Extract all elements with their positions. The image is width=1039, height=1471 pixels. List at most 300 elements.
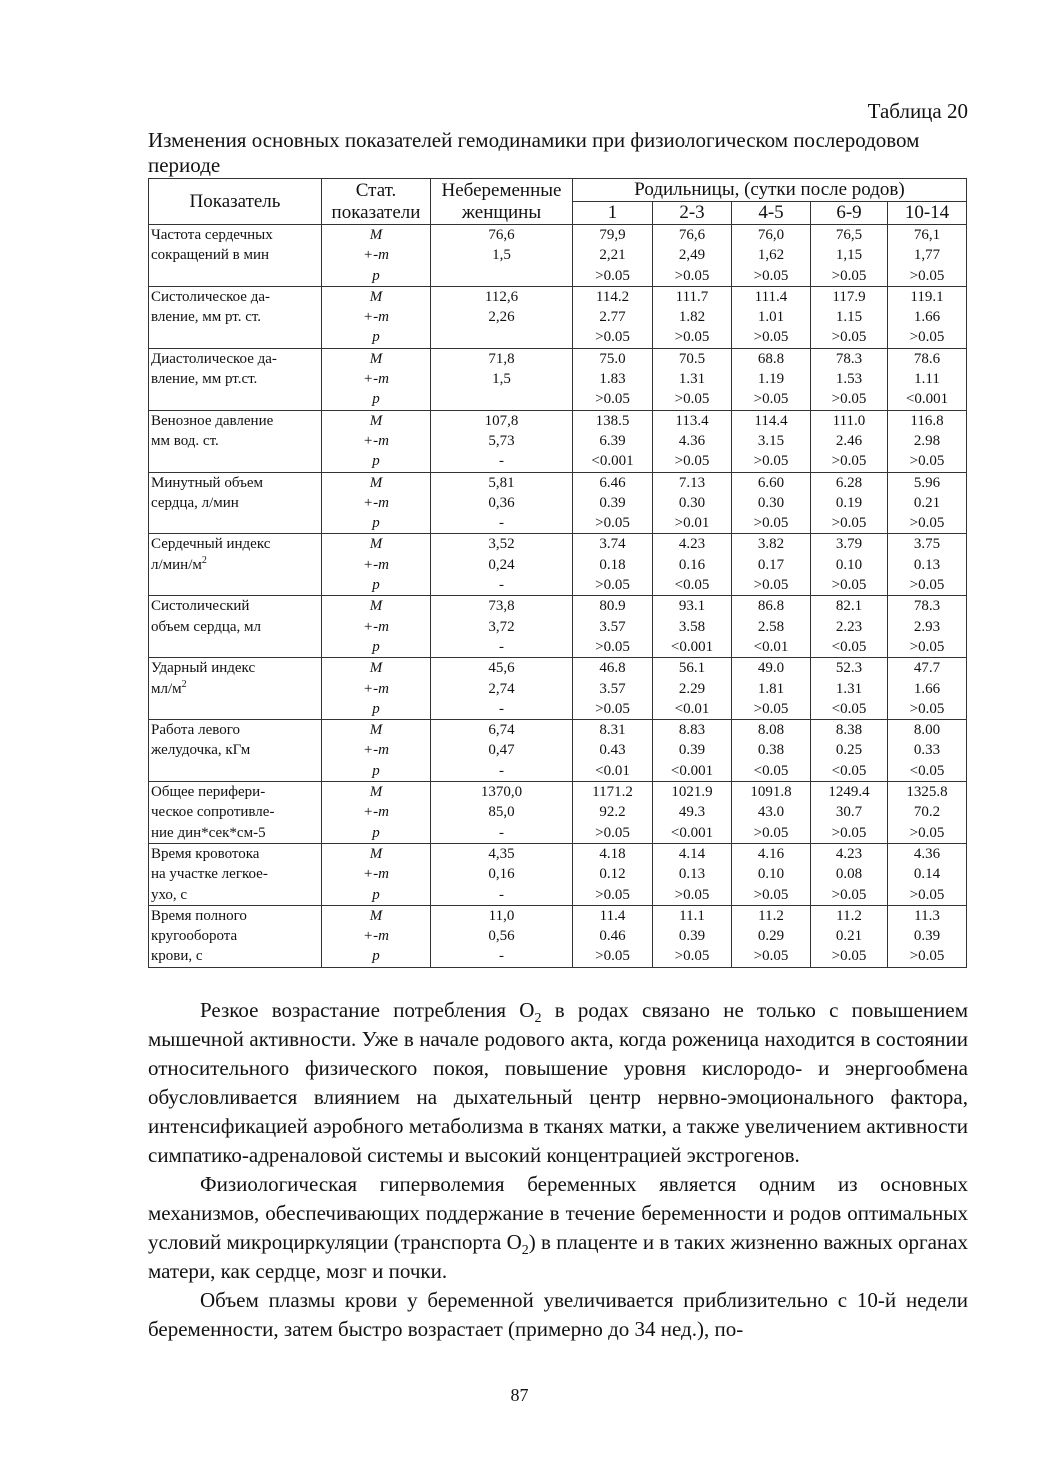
stat-label: p [372, 267, 380, 284]
value: >0.05 [831, 515, 867, 532]
value: 111.4 [754, 288, 788, 305]
value: 0.39 [599, 494, 626, 511]
table-row [149, 782, 967, 844]
value: 0.33 [913, 742, 941, 759]
value: 6.60 [757, 474, 785, 491]
value: >0.05 [909, 267, 945, 284]
value: - [499, 453, 504, 470]
value: 107,8 [484, 412, 519, 429]
indicator-line: Диастолическое да- [151, 350, 277, 367]
value: 6.28 [835, 474, 863, 491]
value: 0.38 [757, 742, 785, 759]
value: 56.1 [678, 660, 706, 677]
day-cell [732, 286, 811, 348]
value: 6,74 [488, 722, 515, 739]
value: 52.3 [835, 660, 863, 677]
value: 71,8 [488, 350, 515, 367]
stat-label: +-m [363, 742, 389, 759]
day-cell [811, 410, 888, 472]
value: 82.1 [835, 598, 863, 615]
stat-label: p [372, 762, 380, 779]
day-cell [888, 720, 967, 782]
value: 86.8 [757, 598, 785, 615]
indicator-line: ухо, с [151, 886, 188, 903]
day-cell [732, 348, 811, 410]
value: >0.05 [909, 700, 945, 717]
stat-label: M [369, 412, 383, 429]
value: <0.001 [905, 391, 949, 408]
stat-cell [322, 534, 431, 596]
indicator-line: ние дин*сек*см-5 [151, 824, 266, 841]
value: 0.39 [678, 742, 706, 759]
value: 49.3 [678, 804, 706, 821]
value: <0.001 [670, 824, 714, 841]
value: - [499, 638, 504, 655]
value: 43.0 [757, 804, 785, 821]
day-cell [653, 348, 732, 410]
value: 4.18 [599, 845, 626, 862]
stat-label: p [372, 824, 380, 841]
value: 3,72 [488, 618, 515, 635]
value: 0.10 [757, 866, 785, 883]
day-cell [811, 286, 888, 348]
value: 4.36 [678, 432, 706, 449]
value: 92.2 [599, 804, 626, 821]
stat-cell [322, 410, 431, 472]
value: 7.13 [678, 474, 706, 491]
value: 73,8 [488, 598, 515, 615]
day-cell [573, 782, 653, 844]
day-cell [888, 225, 967, 287]
indicator-cell [149, 782, 322, 844]
value: 78.3 [835, 350, 863, 367]
value: 49.0 [757, 660, 785, 677]
value: >0.05 [909, 515, 945, 532]
value [433, 266, 570, 286]
value: >0.05 [674, 948, 710, 965]
value: 3.82 [757, 536, 785, 553]
indicator-line: Систолическое да- [151, 288, 270, 305]
stat-label: p [372, 638, 380, 655]
day-cell [653, 596, 732, 658]
value: 1021.9 [671, 784, 713, 801]
value: 8.38 [835, 722, 863, 739]
value: >0.05 [831, 824, 867, 841]
value: 1,5 [492, 371, 511, 388]
value: 1.53 [835, 371, 863, 388]
day-cell [888, 658, 967, 720]
value: 93.1 [678, 598, 706, 615]
nonpregnant-cell [431, 286, 573, 348]
day-cell [888, 410, 967, 472]
stat-label: p [372, 948, 380, 965]
indicator-line: Ударный индекс [151, 660, 256, 677]
day-cell [653, 225, 732, 287]
value: 0,16 [488, 866, 515, 883]
value: 4.23 [835, 845, 863, 862]
header-day: 2-3 [653, 202, 732, 225]
value: 2,21 [599, 247, 626, 264]
nonpregnant-cell [431, 658, 573, 720]
stat-label: p [372, 886, 380, 903]
nonpregnant-cell [431, 472, 573, 534]
day-cell [811, 843, 888, 905]
day-cell [732, 472, 811, 534]
stat-cell [322, 596, 431, 658]
indicator-cell [149, 225, 322, 287]
value: 1.01 [757, 309, 785, 326]
stat-cell [322, 905, 431, 967]
value: 2,49 [678, 247, 706, 264]
value: 1.31 [678, 371, 706, 388]
day-cell [573, 534, 653, 596]
value: 1,15 [835, 247, 863, 264]
indicator-line: Общее перифери- [151, 784, 266, 801]
value: 1249.4 [828, 784, 870, 801]
header-indicator: Показатель [149, 179, 322, 225]
stat-cell [322, 658, 431, 720]
stat-cell [322, 472, 431, 534]
stat-label: M [369, 350, 383, 367]
value: >0.05 [831, 948, 867, 965]
value: >0.05 [595, 824, 630, 841]
value: 2.58 [757, 618, 785, 635]
day-cell [888, 596, 967, 658]
value: <0.05 [753, 762, 789, 779]
indicator-line: Время кровотока [151, 845, 260, 862]
day-cell [653, 410, 732, 472]
value: 2,26 [488, 309, 515, 326]
value: 4.36 [913, 845, 941, 862]
value: 1325.8 [906, 784, 948, 801]
indicator-line: Венозное давление [151, 412, 274, 429]
value: 111.0 [832, 412, 866, 429]
day-cell [653, 534, 732, 596]
value: >0.05 [753, 391, 789, 408]
value: 76,0 [757, 227, 785, 243]
value: 0,47 [488, 742, 515, 759]
day-cell [888, 348, 967, 410]
value: 85,0 [488, 804, 515, 821]
value: - [499, 886, 504, 903]
stat-label: +-m [363, 432, 389, 449]
value: 0.39 [913, 928, 941, 945]
nonpregnant-cell [431, 410, 573, 472]
value: 1.66 [913, 680, 941, 697]
value: >0.05 [595, 577, 630, 594]
nonpregnant-cell [431, 534, 573, 596]
indicator-cell [149, 596, 322, 658]
table-row [149, 596, 967, 658]
day-cell [732, 720, 811, 782]
value: 112,6 [484, 288, 519, 305]
stat-label: +-m [363, 247, 389, 264]
value: - [499, 515, 504, 532]
value: <0.01 [595, 762, 630, 779]
day-cell [888, 286, 967, 348]
day-cell [732, 843, 811, 905]
value: 0.14 [913, 866, 941, 883]
stat-label: M [369, 598, 383, 615]
value: >0.05 [674, 453, 710, 470]
value: >0.05 [909, 329, 945, 346]
stat-label: p [372, 391, 380, 408]
day-cell [732, 534, 811, 596]
unit-superscript: 2 [181, 678, 187, 690]
value: 11.1 [679, 907, 705, 924]
value: 3.58 [678, 618, 706, 635]
value: >0.05 [831, 453, 867, 470]
value: >0.05 [753, 515, 789, 532]
indicator-line: ческое сопротивле- [151, 804, 275, 821]
value: 4,35 [488, 845, 515, 862]
value: 8.83 [678, 722, 706, 739]
day-cell [811, 658, 888, 720]
value: 30.7 [835, 804, 863, 821]
value: 45,6 [488, 660, 515, 677]
value: >0.05 [753, 267, 789, 284]
nonpregnant-cell [431, 720, 573, 782]
value: 113.4 [675, 412, 709, 429]
value: 80.9 [599, 598, 626, 615]
value: 1.11 [914, 371, 940, 388]
day-cell [653, 286, 732, 348]
value: 0.16 [678, 556, 706, 573]
indicator-line: Сердечный индекс [151, 536, 271, 553]
value: 3.79 [835, 536, 863, 553]
value: <0.05 [674, 577, 710, 594]
value: <0.001 [670, 638, 714, 655]
value: 76,1 [913, 227, 941, 243]
value: <0.01 [674, 700, 710, 717]
value: <0.001 [670, 762, 714, 779]
indicator-line: кругооборота [151, 928, 238, 945]
value: 1.66 [913, 309, 941, 326]
day-cell [573, 472, 653, 534]
value: 0.21 [835, 928, 863, 945]
day-cell [573, 905, 653, 967]
value: 76,5 [835, 227, 863, 243]
value: 1.82 [678, 309, 706, 326]
value: 70.2 [913, 804, 941, 821]
value: 2.77 [599, 309, 626, 326]
value: 1,77 [913, 247, 941, 264]
stat-cell [322, 286, 431, 348]
value: 2,74 [488, 680, 515, 697]
value: 4.23 [678, 536, 706, 553]
stat-label: M [369, 288, 383, 305]
value: 11.3 [914, 907, 940, 924]
value: >0.05 [674, 886, 710, 903]
value: 78.3 [913, 598, 941, 615]
indicator-cell [149, 534, 322, 596]
value: >0.05 [595, 515, 630, 532]
day-cell [732, 658, 811, 720]
value: 6.46 [599, 474, 626, 491]
value: 5.96 [913, 474, 941, 491]
value: 2.46 [835, 432, 863, 449]
value: 1.81 [757, 680, 785, 697]
stat-label: +-m [363, 618, 389, 635]
stat-cell [322, 843, 431, 905]
stat-label: M [369, 845, 383, 862]
value: >0.05 [595, 700, 630, 717]
value: - [499, 824, 504, 841]
day-cell [653, 658, 732, 720]
value: 5,81 [488, 474, 515, 491]
header-day: 4-5 [732, 202, 811, 225]
indicator-line: сердца, л/мин [151, 494, 239, 511]
value: 0.12 [599, 866, 626, 883]
day-cell [888, 905, 967, 967]
value: >0.05 [909, 824, 945, 841]
indicator-line: на участке легкое- [151, 866, 268, 883]
value: 46.8 [599, 660, 626, 677]
indicator-line [151, 555, 319, 575]
value: >0.05 [595, 267, 630, 284]
day-cell [811, 720, 888, 782]
value: 0.39 [678, 928, 706, 945]
indicator-line: Систолический [151, 598, 250, 615]
stat-label: +-m [363, 309, 389, 326]
value: >0.05 [753, 948, 789, 965]
stat-cell [322, 225, 431, 287]
day-cell [811, 225, 888, 287]
value: >0.05 [595, 391, 630, 408]
value: 0,36 [488, 494, 515, 511]
value: >0.05 [831, 267, 867, 284]
header-row [149, 179, 967, 202]
value: 119.1 [910, 288, 944, 305]
day-cell [573, 843, 653, 905]
value: 1.15 [835, 309, 863, 326]
indicator-line [151, 679, 319, 699]
value: >0.05 [753, 700, 789, 717]
value: 0,24 [488, 556, 515, 573]
day-cell [732, 410, 811, 472]
day-cell [811, 348, 888, 410]
value: - [499, 700, 504, 717]
value: 0.13 [678, 866, 706, 883]
stat-label: M [369, 660, 383, 677]
value: <0.05 [831, 638, 867, 655]
value: 0.18 [599, 556, 626, 573]
table-row [149, 843, 967, 905]
value: 11,0 [488, 907, 515, 924]
value: 1,62 [757, 247, 785, 264]
value: 1.19 [757, 371, 785, 388]
value: >0.05 [674, 391, 710, 408]
indicator-line: Время полного [151, 907, 247, 924]
value [433, 327, 570, 347]
value: 116.8 [910, 412, 944, 429]
day-cell [573, 225, 653, 287]
value: 0.25 [835, 742, 863, 759]
value: 8.08 [757, 722, 785, 739]
day-cell [811, 472, 888, 534]
value: >0.05 [909, 886, 945, 903]
day-cell [573, 348, 653, 410]
value: <0.01 [753, 638, 789, 655]
day-cell [653, 782, 732, 844]
stat-label: M [369, 784, 383, 801]
value: 114.4 [754, 412, 788, 429]
indicator-cell [149, 658, 322, 720]
value: 79,9 [599, 227, 626, 243]
day-cell [732, 225, 811, 287]
day-cell [653, 720, 732, 782]
day-cell [732, 596, 811, 658]
value: <0.05 [909, 762, 945, 779]
day-cell [573, 658, 653, 720]
value: 111.7 [675, 288, 709, 305]
table-row [149, 905, 967, 967]
stat-cell [322, 720, 431, 782]
day-cell [811, 782, 888, 844]
value: 1.31 [835, 680, 863, 697]
header-day: 10-14 [888, 202, 967, 225]
value: >0.05 [831, 329, 867, 346]
day-cell [653, 472, 732, 534]
value: >0.05 [831, 577, 867, 594]
value: - [499, 948, 504, 965]
value: 0.10 [835, 556, 863, 573]
day-cell [888, 472, 967, 534]
indicator-cell [149, 905, 322, 967]
body-text [148, 996, 968, 1344]
value: >0.05 [595, 638, 630, 655]
stat-label: p [372, 700, 380, 717]
stat-label: p [372, 577, 380, 594]
value: >0.05 [909, 577, 945, 594]
value: 75.0 [599, 350, 626, 367]
table-row [149, 534, 967, 596]
value: 47.7 [913, 660, 941, 677]
day-cell [811, 534, 888, 596]
day-cell [653, 905, 732, 967]
value: >0.05 [909, 638, 945, 655]
indicator-cell [149, 348, 322, 410]
stat-cell [322, 348, 431, 410]
stat-label: M [369, 536, 383, 553]
value: >0.05 [674, 267, 710, 284]
value: >0.05 [909, 948, 945, 965]
value: 1370,0 [480, 784, 523, 801]
header-day: 6-9 [811, 202, 888, 225]
day-cell [573, 410, 653, 472]
indicator-line: Минутный объем [151, 474, 263, 491]
value: 68.8 [757, 350, 785, 367]
day-cell [811, 905, 888, 967]
value: 8.00 [913, 722, 941, 739]
value: 0.29 [757, 928, 785, 945]
stat-label: +-m [363, 680, 389, 697]
value: 6.39 [599, 432, 626, 449]
value: - [499, 762, 504, 779]
table-row [149, 348, 967, 410]
table-row [149, 225, 967, 287]
paragraph-3: Объем плазмы крови у беременной увеличивается приблизительно с 10-й недели беременности, затем быстро возрастает (примерно до 34 нед.), по- [148, 1287, 968, 1341]
value: 0.30 [757, 494, 785, 511]
value: 4.16 [757, 845, 785, 862]
header-stat: Стат. показатели [322, 179, 431, 225]
paragraph-2: Физиологическая гиперволемия беременных является одним из основных механизмов, обеспечивающих поддержание в течение беременности и родов оптимальных условий микроциркуляции (транспорта $O_2$) в плаценте и в таких жизненно важных органах матери, как сердце, мозг и почки. [148, 1171, 968, 1283]
table-row [149, 658, 967, 720]
value: 0.30 [678, 494, 706, 511]
table-row [149, 410, 967, 472]
value: 70.5 [678, 350, 706, 367]
stat-label: M [369, 907, 383, 924]
